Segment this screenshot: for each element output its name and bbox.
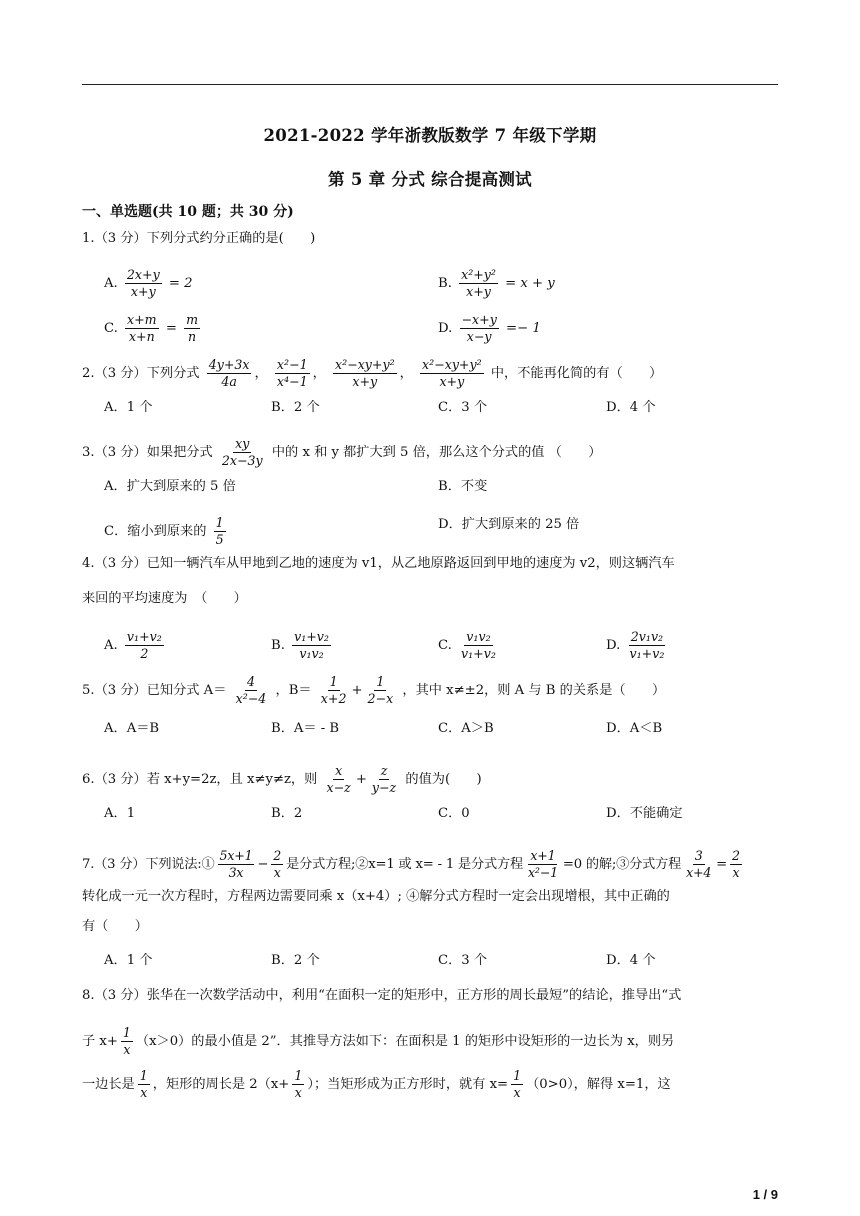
- question-4-line1: 4.（3 分）已知一辆汽车从甲地到乙地的速度为 v1，从乙地原路返回到甲地的速度为 v2，则这辆汽车: [82, 556, 675, 571]
- q3-option-d[interactable]: D．扩大到原来的 25 倍: [438, 517, 580, 532]
- question-7-line1: 7.（3 分）下列说法:① $\frac{5x+1}{3x}$ − $\frac{2}{x}$ 是分式方程;②x=1 或 x= - 1 是分式方程 $\frac{x+1}{\text{x²−1}}$ =0 的解;③分式方程 $\frac{3}{x+4}$ = $\frac{2}{x}$: [82, 848, 740, 880]
- q3-option-b[interactable]: B．不变: [438, 479, 488, 494]
- question-8-line3: 一边长是 $\frac{1}{x}$ ，矩形的周长是 2（x+ $\frac{1}{x}$ ）；当矩形成为正方形时，就有 x= $\frac{1}{x}$ （0>0），解得 x=1，这: [82, 1068, 671, 1100]
- q7-option-c[interactable]: C．3 个: [438, 953, 488, 968]
- q3-option-a[interactable]: A．扩大到原来的 5 倍: [104, 479, 236, 494]
- q5-option-d[interactable]: D．A＜B: [606, 721, 663, 736]
- q5-option-c[interactable]: C．A＞B: [438, 721, 494, 736]
- q2-option-a[interactable]: A．1 个: [104, 400, 153, 415]
- q1-option-b[interactable]: B. $\frac{\text{x²+y²}}{x+y}$ = x + y: [438, 267, 555, 299]
- q3-option-c[interactable]: C．缩小到原来的 $\frac{1}{5}$: [104, 515, 224, 547]
- fraction: $\frac{x+m}{x+n}$: [127, 312, 157, 344]
- q5-option-a[interactable]: A．A＝B: [104, 721, 160, 736]
- question-6-stem: 6.（3 分）若 x+y=2z，且 x≠y≠z，则 $\frac{x}{x-z}$ + $\frac{z}{y-z}$ 的值为( ): [82, 763, 482, 795]
- document-subtitle: 第 5 章 分式 综合提高测试: [328, 170, 532, 189]
- q2-option-c[interactable]: C．3 个: [438, 400, 488, 415]
- q2-option-b[interactable]: B．2 个: [271, 400, 320, 415]
- q4-option-d[interactable]: D. $\frac{\text{2v₁v₂}}{\text{v₁+v₂}}$: [606, 629, 665, 661]
- fraction: $\frac{m}{n}$: [186, 312, 199, 344]
- q1-option-a[interactable]: A. $\frac{2x+y}{x+y}$ = 2: [104, 267, 193, 299]
- question-8-line2: 子 x+ $\frac{1}{x}$ （x＞0）的最小值是 2”．其推导方法如下：在面积是 1 的矩形中设矩形的一边长为 x，则另: [82, 1025, 675, 1057]
- q7-option-d[interactable]: D．4 个: [606, 953, 656, 968]
- q6-option-d[interactable]: D．不能确定: [606, 806, 683, 821]
- section-heading: 一、单选题(共 10 题；共 30 分): [82, 204, 294, 220]
- question-7-line3: 有（ ）: [82, 919, 148, 934]
- q4-option-a[interactable]: A. $\frac{\text{v₁+v₂}}{2}$: [104, 629, 162, 661]
- question-8-line1: 8.（3 分）张华在一次数学活动中，利用“在面积一定的矩形中，正方形的周长最短”的结论，推导出“式: [82, 988, 682, 1003]
- q1-option-d[interactable]: D. $\frac{-x+y}{x-y}$ =− 1: [438, 312, 541, 344]
- question-1-stem: 1.（3 分）下列分式约分正确的是( ): [82, 231, 316, 246]
- q6-option-c[interactable]: C．0: [438, 806, 470, 821]
- q4-option-b[interactable]: B. $\frac{\text{v₁+v₂}}{\text{v₁v₂}}$: [271, 629, 329, 661]
- q2-option-d[interactable]: D．4 个: [606, 400, 656, 415]
- question-7-line2: 转化成一元一次方程时，方程两边需要同乘 x（x+4）; ④解分式方程时一定会出现增根，其中正确的: [82, 889, 670, 904]
- q6-option-a[interactable]: A．1: [104, 806, 136, 821]
- fraction: $\frac{\text{x²+y²}}{x+y}$: [461, 267, 496, 299]
- q6-option-b[interactable]: B．2: [271, 806, 303, 821]
- fraction: $\frac{2x+y}{x+y}$: [126, 267, 160, 299]
- fraction: $\frac{-x+y}{x-y}$: [461, 312, 497, 344]
- q5-option-b[interactable]: B．A＝ - B: [271, 721, 340, 736]
- question-5-stem: 5.（3 分）已知分式 A＝ $\frac{4}{\text{x²−4}}$ ，B＝ $\frac{1}{x+2}$ + $\frac{1}{2-x}$ ，其中 x≠±2，则 A 与 B 的关系是（ ）: [82, 674, 666, 706]
- question-2-stem: 2.（3 分）下列分式 $\frac{4y+3x}{4a}$ ， $\frac{\text{x²−1}}{\text{x⁴−1}}$ ， $\frac{\text{x²−xy+y²}}{x+y}$ ， $\frac{\text{x²−xy+y²}}{x+y}$ 中，不能再化简的有（ ）: [82, 357, 663, 389]
- q7-option-a[interactable]: A．1 个: [104, 953, 153, 968]
- q4-option-c[interactable]: C. $\frac{\text{v₁v₂}}{\text{v₁+v₂}}$: [438, 629, 496, 661]
- q7-option-b[interactable]: B．2 个: [271, 953, 320, 968]
- q1-option-c[interactable]: C. $\frac{x+m}{x+n}$ = $\frac{m}{n}$: [104, 312, 199, 344]
- header-rule: [82, 84, 778, 85]
- question-4-line2: 来回的平均速度为 （ ）: [82, 591, 247, 606]
- document-title: 2021-2022 学年浙教版数学 7 年级下学期: [263, 126, 597, 145]
- page-number: 1 / 9: [752, 1187, 778, 1202]
- question-3-stem: 3.（3 分）如果把分式 $\frac{xy}{2x-3y}$ 中的 x 和 y 都扩大到 5 倍，那么这个分式的值 （ ）: [82, 436, 602, 468]
